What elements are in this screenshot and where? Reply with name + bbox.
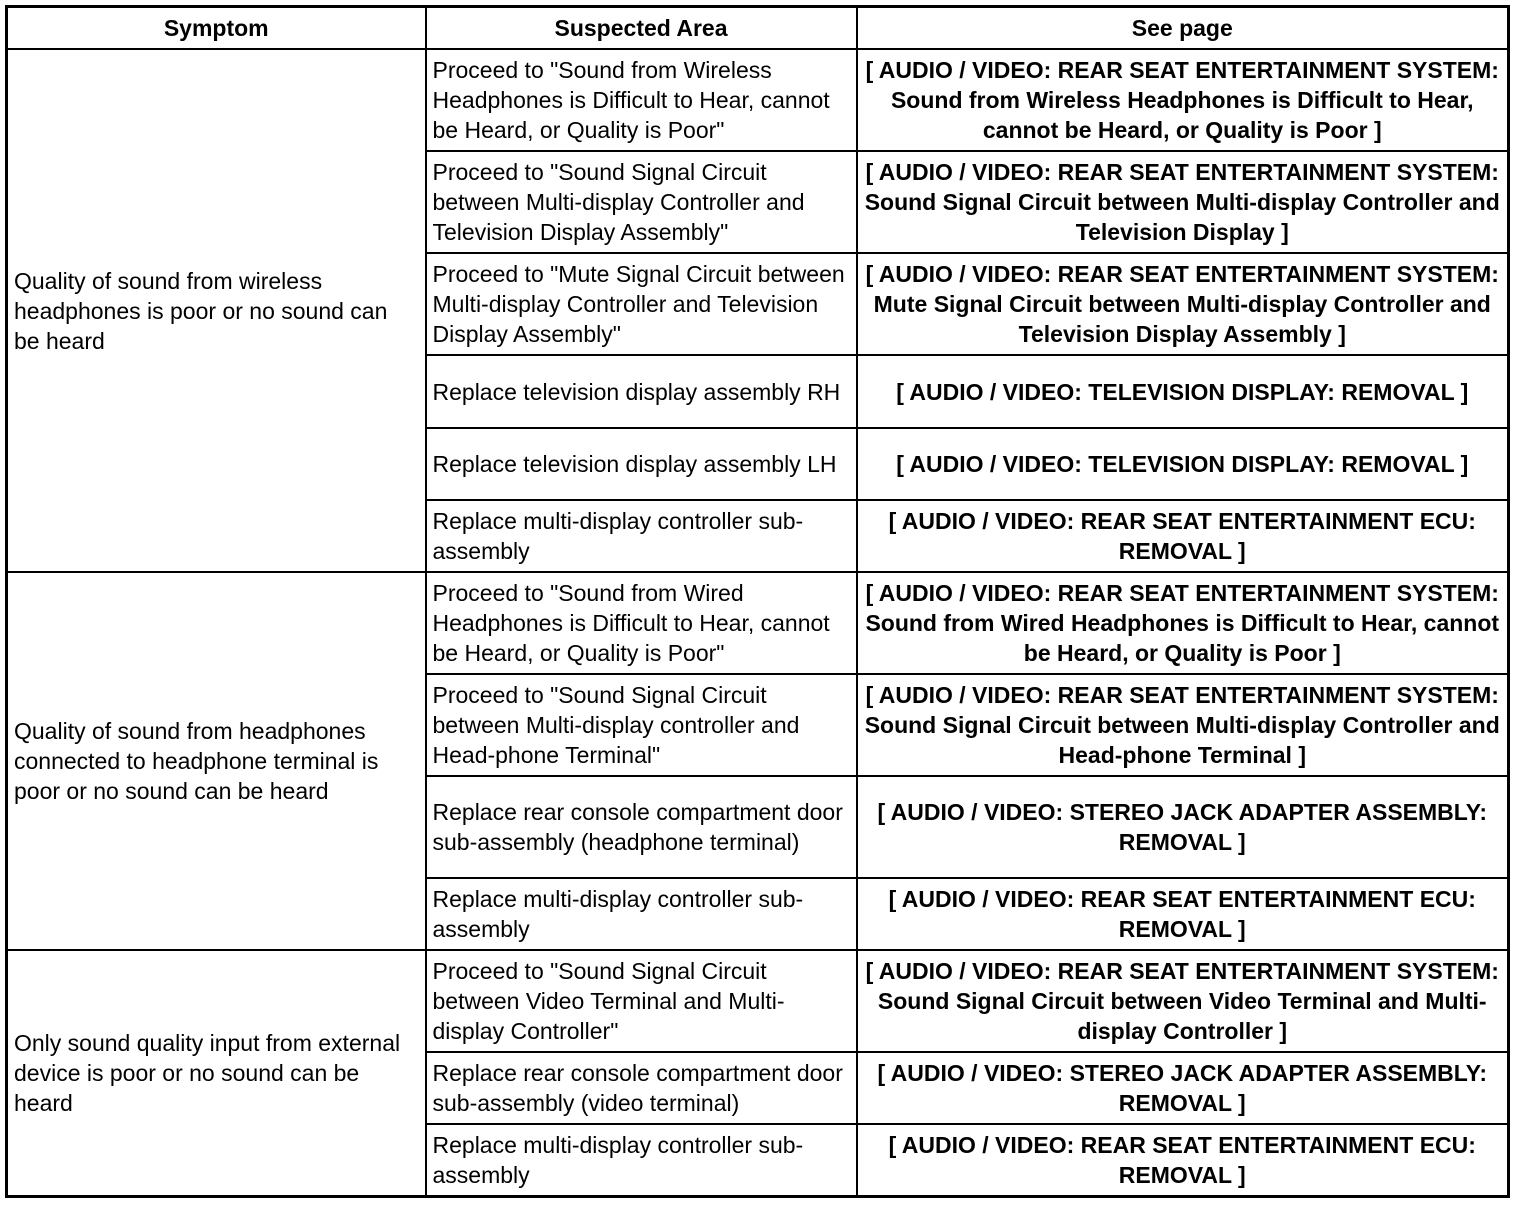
see-page-cell: [ AUDIO / VIDEO: REAR SEAT ENTERTAINMENT SYSTEM: Sound Signal Circuit between Multi-display Controller and Television Display ] xyxy=(857,151,1509,253)
suspected-area-cell: Replace multi-display controller sub-assembly xyxy=(426,1124,857,1196)
suspected-area-cell: Proceed to "Mute Signal Circuit between Multi-display Controller and Television Display Assembly" xyxy=(426,253,857,355)
see-page-cell: [ AUDIO / VIDEO: REAR SEAT ENTERTAINMENT ECU: REMOVAL ] xyxy=(857,1124,1509,1196)
see-page-cell: [ AUDIO / VIDEO: STEREO JACK ADAPTER ASSEMBLY: REMOVAL ] xyxy=(857,776,1509,878)
table-row xyxy=(7,572,1509,674)
suspected-area-cell: Replace television display assembly RH xyxy=(426,355,857,428)
see-page-cell: [ AUDIO / VIDEO: REAR SEAT ENTERTAINMENT SYSTEM: Sound from Wired Headphones is Difficult to Hear, cannot be Heard, or Quality is Poor ] xyxy=(857,572,1509,674)
suspected-area-cell: Proceed to "Sound from Wired Headphones is Difficult to Hear, cannot be Heard, or Quality is Poor" xyxy=(426,572,857,674)
table-row xyxy=(7,950,1509,1052)
see-page-cell: [ AUDIO / VIDEO: TELEVISION DISPLAY: REMOVAL ] xyxy=(857,355,1509,428)
see-page-cell: [ AUDIO / VIDEO: REAR SEAT ENTERTAINMENT SYSTEM: Sound from Wireless Headphones is Difficult to Hear, cannot be Heard, or Quality is Poor ] xyxy=(857,49,1509,151)
suspected-area-cell: Proceed to "Sound Signal Circuit between Video Terminal and Multi-display Controller" xyxy=(426,950,857,1052)
symptom-cell: Quality of sound from wireless headphones is poor or no sound can be heard xyxy=(7,49,426,572)
header-row xyxy=(7,7,1509,50)
suspected-area-cell: Replace rear console compartment door sub-assembly (video terminal) xyxy=(426,1052,857,1124)
suspected-area-cell: Replace television display assembly LH xyxy=(426,428,857,500)
see-page-cell: [ AUDIO / VIDEO: REAR SEAT ENTERTAINMENT ECU: REMOVAL ] xyxy=(857,878,1509,950)
see-page-cell: [ AUDIO / VIDEO: REAR SEAT ENTERTAINMENT SYSTEM: Sound Signal Circuit between Video Terminal and Multi-display Controller ] xyxy=(857,950,1509,1052)
suspected-area-cell: Replace multi-display controller sub-assembly xyxy=(426,500,857,572)
suspected-area-cell: Replace multi-display controller sub-assembly xyxy=(426,878,857,950)
see-page-cell: [ AUDIO / VIDEO: STEREO JACK ADAPTER ASSEMBLY: REMOVAL ] xyxy=(857,1052,1509,1124)
see-page-cell: [ AUDIO / VIDEO: TELEVISION DISPLAY: REMOVAL ] xyxy=(857,428,1509,500)
troubleshooting-table xyxy=(5,5,1510,1198)
suspected-area-cell: Proceed to "Sound from Wireless Headphones is Difficult to Hear, cannot be Heard, or Quality is Poor" xyxy=(426,49,857,151)
symptom-cell: Quality of sound from headphones connected to headphone terminal is poor or no sound can be heard xyxy=(7,572,426,950)
see-page-cell: [ AUDIO / VIDEO: REAR SEAT ENTERTAINMENT SYSTEM: Mute Signal Circuit between Multi-display Controller and Television Display Assembly ] xyxy=(857,253,1509,355)
suspected-area-cell: Proceed to "Sound Signal Circuit between Multi-display controller and Head-phone Terminal" xyxy=(426,674,857,776)
table-row xyxy=(7,49,1509,151)
header-see-page: See page xyxy=(857,7,1509,50)
see-page-cell: [ AUDIO / VIDEO: REAR SEAT ENTERTAINMENT ECU: REMOVAL ] xyxy=(857,500,1509,572)
symptom-cell: Only sound quality input from external device is poor or no sound can be heard xyxy=(7,950,426,1196)
header-suspected-area: Suspected Area xyxy=(426,7,857,50)
header-symptom: Symptom xyxy=(7,7,426,50)
suspected-area-cell: Proceed to "Sound Signal Circuit between Multi-display Controller and Television Display Assembly" xyxy=(426,151,857,253)
suspected-area-cell: Replace rear console compartment door sub-assembly (headphone terminal) xyxy=(426,776,857,878)
see-page-cell: [ AUDIO / VIDEO: REAR SEAT ENTERTAINMENT SYSTEM: Sound Signal Circuit between Multi-display Controller and Head-phone Terminal ] xyxy=(857,674,1509,776)
